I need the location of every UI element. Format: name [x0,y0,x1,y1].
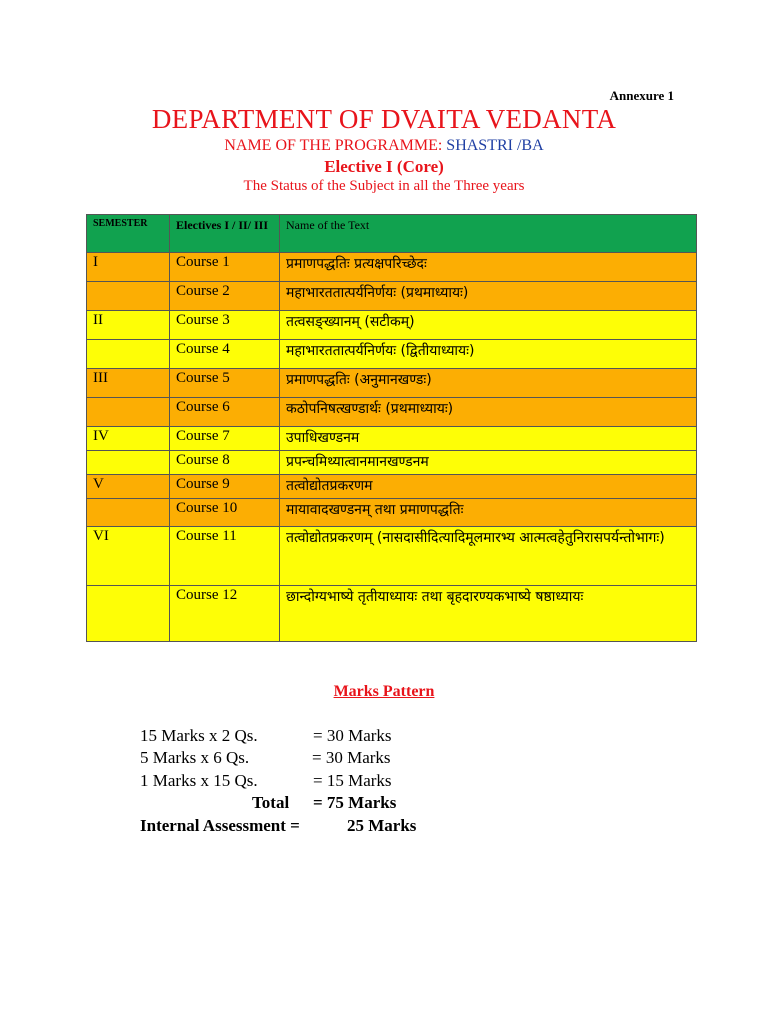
table-row [87,253,697,282]
marks-line-label: 15 Marks x 2 Qs. [140,726,258,745]
semester-cell [87,282,170,311]
header-text-name: Name of the Text [280,215,697,253]
semester-cell [87,586,170,642]
total-value: = 75 Marks [313,793,397,812]
annexure-label: Annexure 1 [609,88,674,103]
semester-cell [87,398,170,427]
table-row [87,527,697,586]
table-row [87,451,697,475]
marks-pattern-heading: Marks Pattern [333,683,435,700]
table-row [87,398,697,427]
course-cell: Course 12 [170,586,280,642]
status-subtitle: The Status of the Subject in all the Three years [243,178,525,194]
course-cell: Course 6 [170,398,280,427]
semester-cell: VI [87,527,170,586]
course-cell: Course 5 [170,369,280,398]
programme-label: NAME OF THE PROGRAMME: [224,137,447,154]
marks-line-value: = 15 Marks [313,771,392,790]
semester-cell [87,499,170,527]
table-row [87,427,697,451]
semester-cell: II [87,311,170,340]
text-cell: कठोपनिषत्खण्डार्थः (प्रथमाध्यायः) [280,398,697,427]
text-cell: तत्वोद्योतप्रकरणम् (नासदासीदित्यादिमूलमारभ्य आत्मत्वहेतुनिरासपर्यन्तोभागः) [280,527,697,586]
table-header-row [87,215,697,253]
semester-cell: III [87,369,170,398]
table-row [87,475,697,499]
semester-cell: I [87,253,170,282]
table-row [87,499,697,527]
department-title: DEPARTMENT OF DVAITA VEDANTA [151,104,617,134]
text-cell: महाभारततात्पर्यनिर्णयः (प्रथमाध्यायः) [280,282,697,311]
semester-cell: IV [87,427,170,451]
course-cell: Course 7 [170,427,280,451]
table-row [87,369,697,398]
internal-assessment-label: Internal Assessment = [140,816,300,835]
programme-line [0,137,768,155]
total-label: Total [252,793,290,812]
table-row [87,340,697,369]
course-cell: Course 1 [170,253,280,282]
elective-heading: Elective I (Core) [324,157,444,176]
course-cell: Course 2 [170,282,280,311]
course-cell: Course 11 [170,527,280,586]
marks-line-value: = 30 Marks [312,748,391,767]
text-cell: छान्दोग्यभाष्ये तृतीयाध्यायः तथा बृहदारण्यकभाष्ये षष्ठाध्यायः [280,586,697,642]
course-cell: Course 3 [170,311,280,340]
text-cell: प्रमाणपद्धतिः (अनुमानखण्डः) [280,369,697,398]
header-semester: SEMESTER [87,215,170,253]
programme-value: SHASTRI /BA [446,137,544,154]
text-cell: प्रपन्चमिथ्यात्वानमानखण्डनम [280,451,697,475]
table-row [87,282,697,311]
text-cell: तत्वोद्योतप्रकरणम [280,475,697,499]
internal-assessment-value: 25 Marks [347,816,417,835]
semester-cell: V [87,475,170,499]
semester-cell [87,451,170,475]
semester-cell [87,340,170,369]
course-cell: Course 9 [170,475,280,499]
table-row [87,586,697,642]
marks-line-value: = 30 Marks [313,726,392,745]
text-cell: तत्वसङ्ख्यानम् (सटीकम्) [280,311,697,340]
text-cell: प्रमाणपद्धतिः प्रत्यक्षपरिच्छेदः [280,253,697,282]
table-row [87,311,697,340]
text-cell: उपाधिखण्डनम [280,427,697,451]
marks-line-label: 5 Marks x 6 Qs. [140,748,250,767]
header-electives: Electives I / II/ III [170,215,280,253]
marks-line-label: 1 Marks x 15 Qs. [140,771,258,790]
course-cell: Course 4 [170,340,280,369]
course-cell: Course 8 [170,451,280,475]
course-cell: Course 10 [170,499,280,527]
text-cell: मायावादखण्डनम् तथा प्रमाणपद्धतिः [280,499,697,527]
course-table [86,214,697,642]
text-cell: महाभारततात्पर्यनिर्णयः (द्वितीयाध्यायः) [280,340,697,369]
